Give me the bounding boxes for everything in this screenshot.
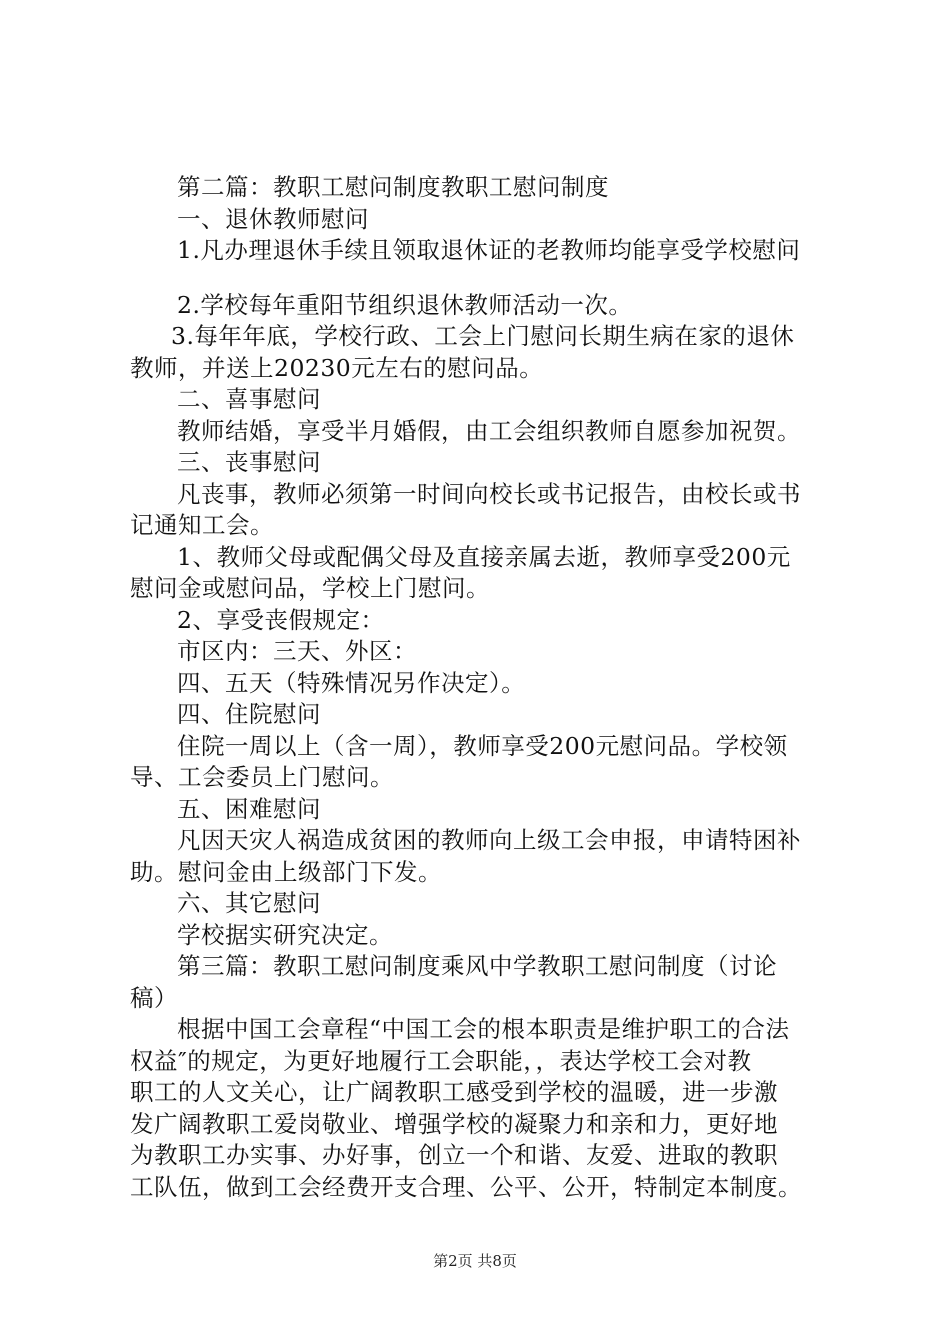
section-heading: 第三篇：教职工慰问制度乘风中学教职工慰问制度（讨论 <box>177 952 777 980</box>
paragraph-line: 工队伍，做到工会经费开支合理、公平、公开，特制定本制度。 <box>130 1172 802 1201</box>
blank-line <box>130 267 830 290</box>
paragraph-line: 凡丧事，教师必须第一时间向校长或书记报告，由校长或书 <box>177 479 801 508</box>
paragraph-line: 助。慰问金由上级部门下发。 <box>130 857 442 886</box>
subsection-heading: 六、其它慰问 <box>177 889 321 917</box>
subsection-heading: 一、退休教师慰问 <box>177 204 369 233</box>
paragraph-line: 学校据实研究决定。 <box>177 920 393 949</box>
paragraph-line: 职工的人文关心，让广阔教职工感受到学校的温暖，进一步激 <box>130 1078 778 1106</box>
paragraph-line: 四、五天（特殊情况另作决定）。 <box>177 668 526 697</box>
subsection-heading: 五、困难慰问 <box>177 794 321 823</box>
paragraph-line: 2、享受丧假规定： <box>177 605 385 634</box>
paragraph-line: 3.每年年底，学校行政、工会上门慰问长期生病在家的退休 <box>171 322 795 350</box>
subsection-heading: 二、喜事慰问 <box>177 385 321 413</box>
paragraph-line: 权益″的规定，为更好地履行工会职能，，表达学校工会对教 <box>130 1046 752 1075</box>
paragraph-line: 慰问金或慰问品，学校上门慰问。 <box>130 574 490 602</box>
paragraph-line: 发广阔教职工爱岗敬业、增强学校的凝聚力和亲和力，更好地 <box>130 1109 778 1138</box>
subsection-heading: 三、丧事慰问 <box>177 448 321 476</box>
paragraph-line: 市区内：三天、外区： <box>177 637 417 665</box>
paragraph-line: 凡因天灾人祸造成贫困的教师向上级工会申报，申请特困补 <box>177 826 801 854</box>
subsection-heading: 四、住院慰问 <box>177 700 321 728</box>
page-footer: 第2页 共8页 <box>433 1252 517 1270</box>
paragraph-line: 导、工会委员上门慰问。 <box>130 763 394 791</box>
document-body <box>130 172 830 1203</box>
paragraph-line: 根据中国工会章程“中国工会的根本职责是维护职工的合法 <box>177 1015 790 1043</box>
paragraph-line: 教师，并送上20230元左右的慰问品。 <box>130 353 544 382</box>
paragraph-line: 教师结婚，享受半月婚假，由工会组织教师自愿参加祝贺。 <box>177 416 801 445</box>
paragraph-line: 1、教师父母或配偶父母及直接亲属去逝，教师享受200元 <box>177 542 791 571</box>
paragraph-line: 为教职工办实事、办好事，创立一个和谐、友爱、进取的教职 <box>130 1141 778 1169</box>
paragraph-line: 2.学校每年重阳节组织退休教师活动一次。 <box>177 290 633 319</box>
section-heading-continued: 稿） <box>130 983 178 1012</box>
section-heading: 第二篇：教职工慰问制度教职工慰问制度 <box>177 173 609 201</box>
paragraph-line: 记通知工会。 <box>130 511 274 539</box>
paragraph-line: 住院一周以上（含一周），教师享受200元慰问品。学校领 <box>177 731 788 760</box>
paragraph-line: 1.凡办理退休手续且领取退休证的老教师均能享受学校慰问 <box>177 236 801 264</box>
